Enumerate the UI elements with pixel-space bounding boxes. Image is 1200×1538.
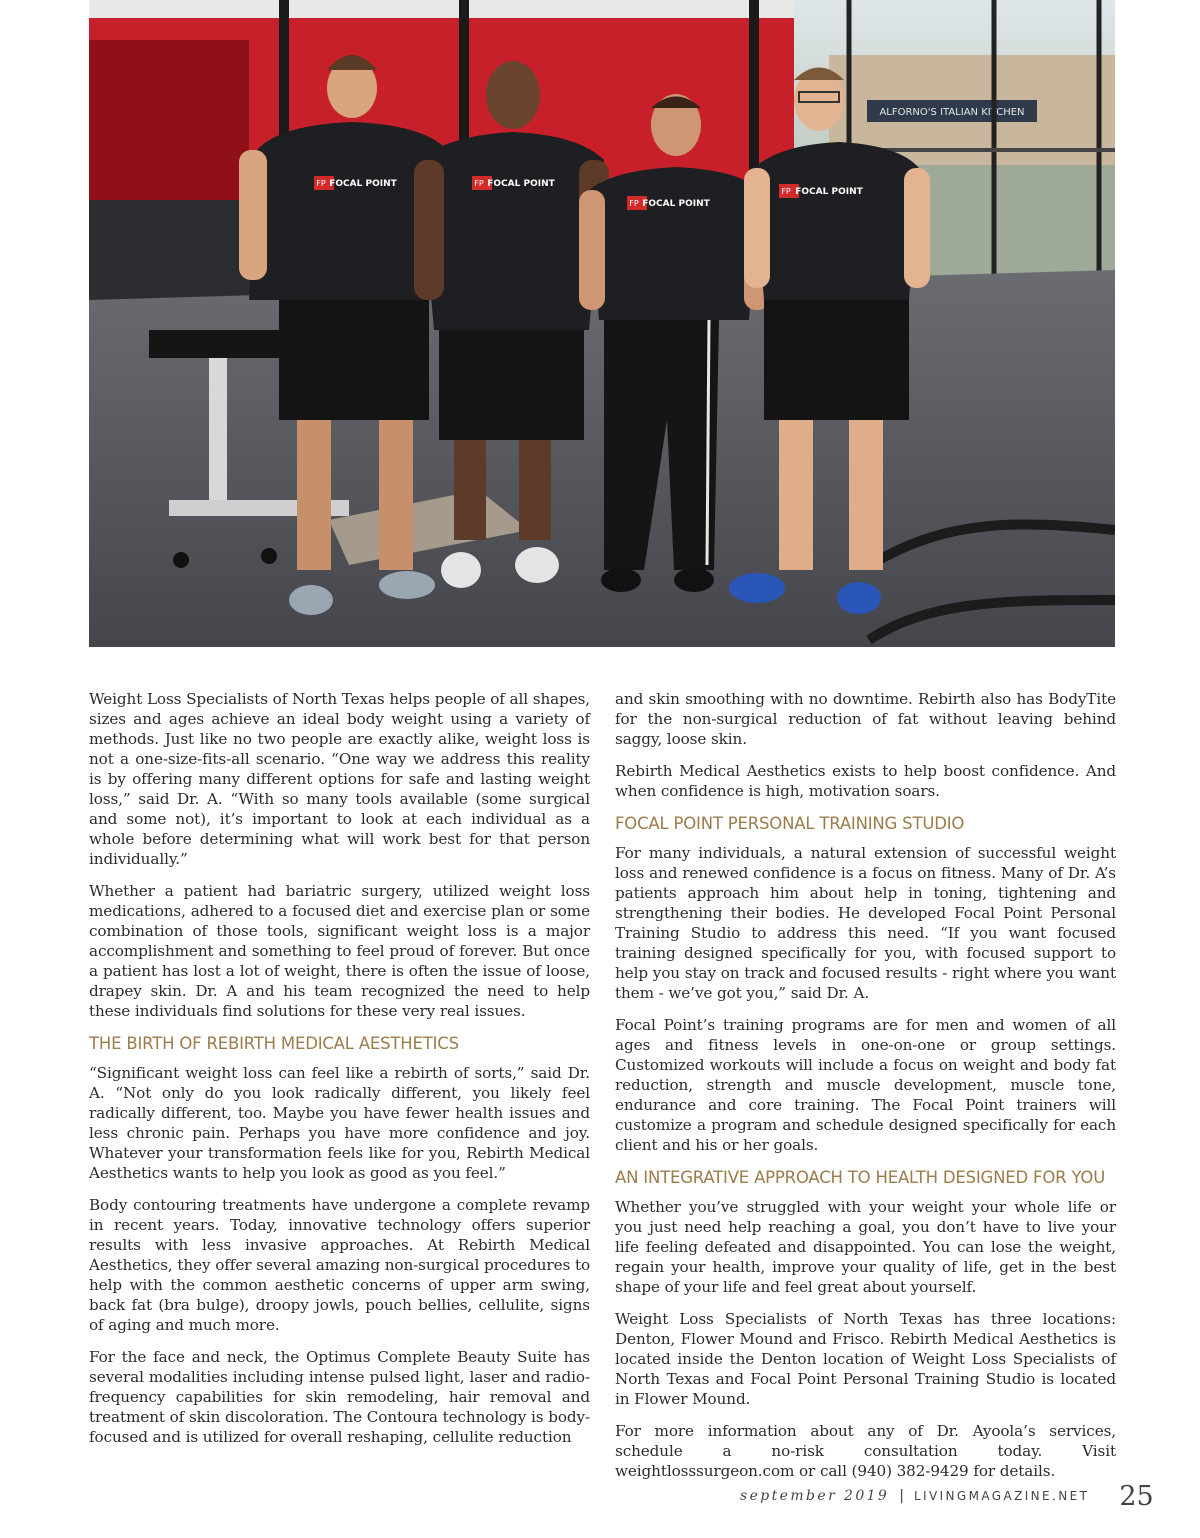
shirt-badge: FP — [474, 179, 484, 188]
section-heading: AN INTEGRATIVE APPROACH TO HEALTH DESIGNED FOR YOU — [615, 1168, 1106, 1187]
page-number: 25 — [1119, 1480, 1154, 1512]
paragraph: Focal Point’s training programs are for men and women of all ages and fitness levels in one-on-one or group settings. Customized workouts will include a focus on weight and body fat reduction, strength and muscle development, muscle tone, endurance and core training. The Focal Point trainers will customize a program and schedule designed specifically for each client and his or her goals. — [615, 1016, 1116, 1154]
shirt-brand: FOCAL POINT — [642, 199, 710, 209]
paragraph: For the face and neck, the Optimus Complete Beauty Suite has several modalities including intense pulsed light, laser and radio-frequency capabilities for skin remodeling, hair removal and treatment of skin discoloration. The Contoura technology is body-focused and is utilized for overall reshaping, cellulite reduction — [89, 1348, 590, 1446]
shirt-brand: FOCAL POINT — [487, 179, 555, 189]
section-heading: FOCAL POINT PERSONAL TRAINING STUDIO — [615, 814, 965, 833]
page-footer — [740, 1481, 1154, 1511]
paragraph: For many individuals, a natural extension of successful weight loss and renewed confidence is a focus on fitness. Many of Dr. A’s patients approach him about help in toning, tightening and strengthening their bodies. He developed Focal Point Personal Training Studio to address this need. “If you want focused training designed specifically for you, with focused support to help you stay on track and focused results - right where you want them - we’ve got you,” said Dr. A. — [615, 844, 1116, 1002]
paragraph: Whether a patient had bariatric surgery, utilized weight loss medications, adhered to a focused diet and exercise plan or some combination of those tools, significant weight loss is a major accomplishment and something to feel proud of forever. But once a patient has lost a lot of weight, there is often the issue of loose, drapey skin. Dr. A and his team recognized the need to help these individuals find solutions for these very real issues. — [89, 882, 590, 1020]
magazine-website: LIVINGMAGAZINE.NET — [913, 1489, 1090, 1503]
paragraph: Weight Loss Specialists of North Texas helps people of all shapes, sizes and ages achieve an ideal body weight using a variety of methods. Just like no two people are exactly alike, weight loss is not a one-size-fits-all scenario. “One way we address this reality is by offering many different options for safe and lasting weight loss,” said Dr. A. “With so many tools available (some surgical and some not), it’s important to look at each individual as a whole before determining what will work best for that person individually.” — [89, 690, 591, 868]
gym-team-illustration — [89, 0, 1115, 647]
shirt-badge: FP — [629, 199, 639, 208]
paragraph: Rebirth Medical Aesthetics exists to help boost confidence. And when confidence is high, motivation soars. — [615, 762, 1116, 800]
shirt-brand: FOCAL POINT — [329, 179, 397, 189]
hero-photo — [89, 0, 1115, 647]
section-heading: THE BIRTH OF REBIRTH MEDICAL AESTHETICS — [89, 1034, 459, 1053]
article-column-right — [615, 689, 1116, 1493]
shirt-badge: FP — [316, 179, 326, 188]
issue-date: september 2019 — [740, 1488, 890, 1504]
shirt-badge: FP — [781, 187, 791, 196]
article-column-left — [89, 689, 590, 1459]
paragraph: Whether you’ve struggled with your weight your whole life or you just need help reaching a goal, you don’t have to live your life feeling defeated and disappointed. You can lose the weight, regain your health, improve your quality of life, get in the best shape of your life and feel great about yourself. — [615, 1198, 1116, 1296]
footer-separator: | — [899, 1488, 904, 1504]
paragraph: For more information about any of Dr. Ayoola’s services, schedule a no-risk consultation today. Visit weightlosssurgeon.com or call (940) 382-9429 for details. — [615, 1422, 1116, 1480]
restaurant-sign: ALFORNO'S ITALIAN KITCHEN — [879, 107, 1025, 118]
paragraph: “Significant weight loss can feel like a rebirth of sorts,” said Dr. A. “Not only do you look radically different, you likely feel radically different, too. Maybe you have fewer health issues and less chronic pain. Perhaps you have more confidence and joy. Whatever your transformation feels like for you, Rebirth Medical Aesthetics wants to help you look as good as you feel.” — [89, 1064, 590, 1182]
paragraph: Weight Loss Specialists of North Texas has three locations: Denton, Flower Mound and Frisco. Rebirth Medical Aesthetics is located inside the Denton location of Weight Loss Specialists of North Texas and Focal Point Personal Training Studio is located in Flower Mound. — [615, 1310, 1116, 1408]
paragraph: and skin smoothing with no downtime. Rebirth also has BodyTite for the non-surgical reduction of fat without leaving behind saggy, loose skin. — [615, 690, 1116, 748]
shirt-brand: FOCAL POINT — [795, 187, 863, 197]
paragraph: Body contouring treatments have undergone a complete revamp in recent years. Today, innovative technology offers superior results with less invasive approaches. At Rebirth Medical Aesthetics, they offer several amazing non-surgical procedures to help with the common aesthetic concerns of upper arm swing, back fat (bra bulge), droopy jowls, pouch bellies, cellulite, signs of aging and much more. — [89, 1196, 590, 1334]
